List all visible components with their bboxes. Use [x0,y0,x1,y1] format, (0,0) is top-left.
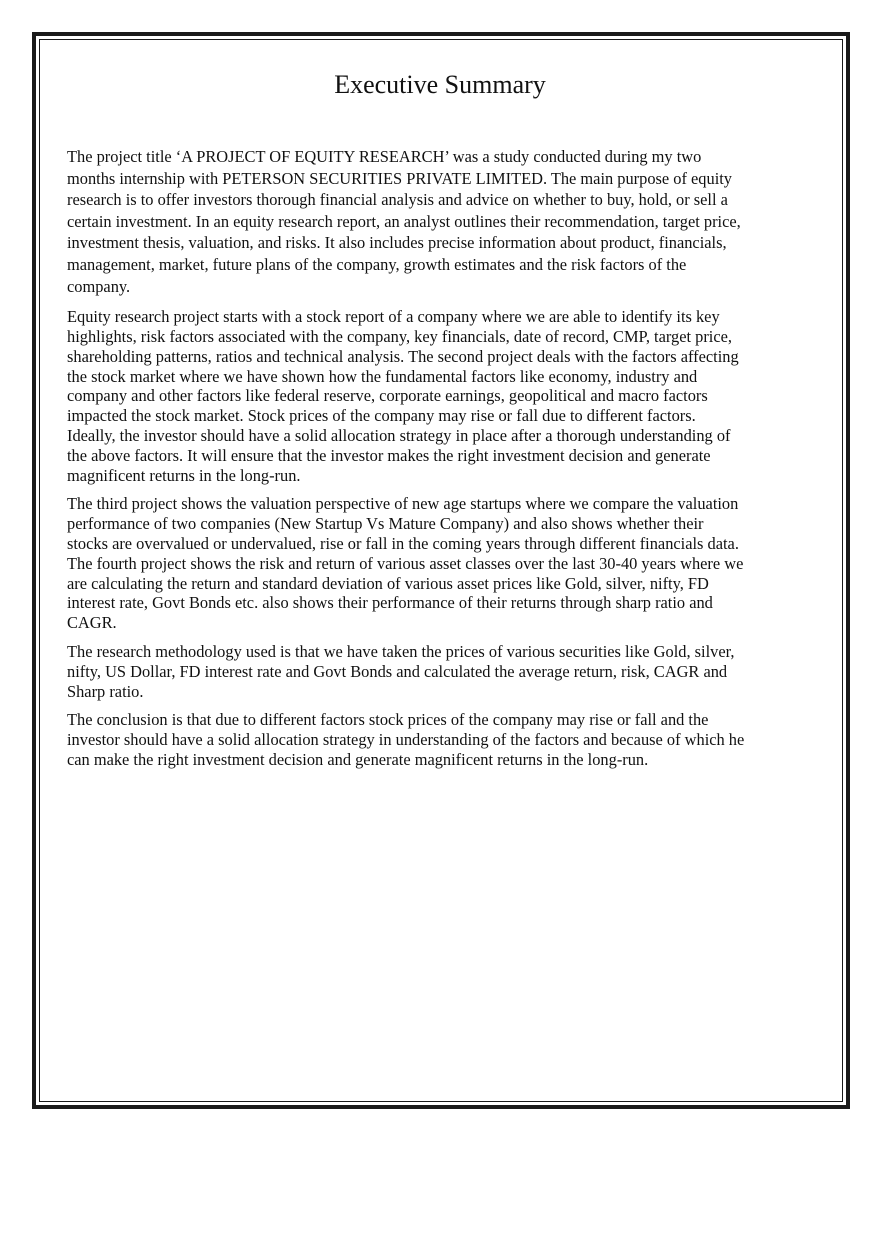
paragraph-introduction: The project title ‘A PROJECT OF EQUITY RESEARCH’ was a study conducted during my two months internship with PETERSON SECURITIES PRIVATE LIMITED. The main purpose of equity research is to offer investors thorough financial analysis and advice on whether to buy, hold, or sell a certain investment. In an equity research report, an analyst outlines their recommendation, target price, investment thesis, valuation, and risks. It also includes precise information about product, financials, management, market, future plans of the company, growth estimates and the risk factors of the company. [67,147,741,296]
page-title: Executive Summary [334,70,546,99]
paragraph-research-methodology: The research methodology used is that we have taken the prices of various securities like Gold, silver, nifty, US Dollar, FD interest rate and Govt Bonds and calculated the average return, risk, CAGR and Sharp ratio. [67,641,735,701]
paragraph-third-fourth-project: The third project shows the valuation perspective of new age startups where we compare the valuation performance of two companies (New Startup Vs Mature Company) and also shows whether their stocks are overvalued or undervalued, rise or fall in the coming years through different financials data. The fourth project shows the risk and return of various asset classes over the last 30-40 years where we are calculating the return and standard deviation of various asset prices like Gold, silver, nifty, FD interest rate, Govt Bonds etc. also shows their performance of their returns through sharp ratio and CAGR. [67,494,744,633]
paragraph-equity-research-project: Equity research project starts with a stock report of a company where we are able to identify its key highlights, risk factors associated with the company, key financials, date of record, CMP, target price, shareholding patterns, ratios and technical analysis. The second project deals with the factors affecting the stock market where we have shown how the fundamental factors like economy, industry and company and other factors like federal reserve, corporate earnings, geopolitical and macro factors impacted the stock market. Stock prices of the company may rise or fall due to different factors. Ideally, the investor should have a solid allocation strategy in place after a thorough understanding of the above factors. It will ensure that the investor makes the right investment decision and generate magnificent returns in the long-run. [67,307,739,485]
summary-body [67,146,747,779]
paragraph-conclusion: The conclusion is that due to different factors stock prices of the company may rise or fall and the investor should have a solid allocation strategy in understanding of the factors and because of which he can make the right investment decision and generate magnificent returns in the long-run. [67,710,745,769]
